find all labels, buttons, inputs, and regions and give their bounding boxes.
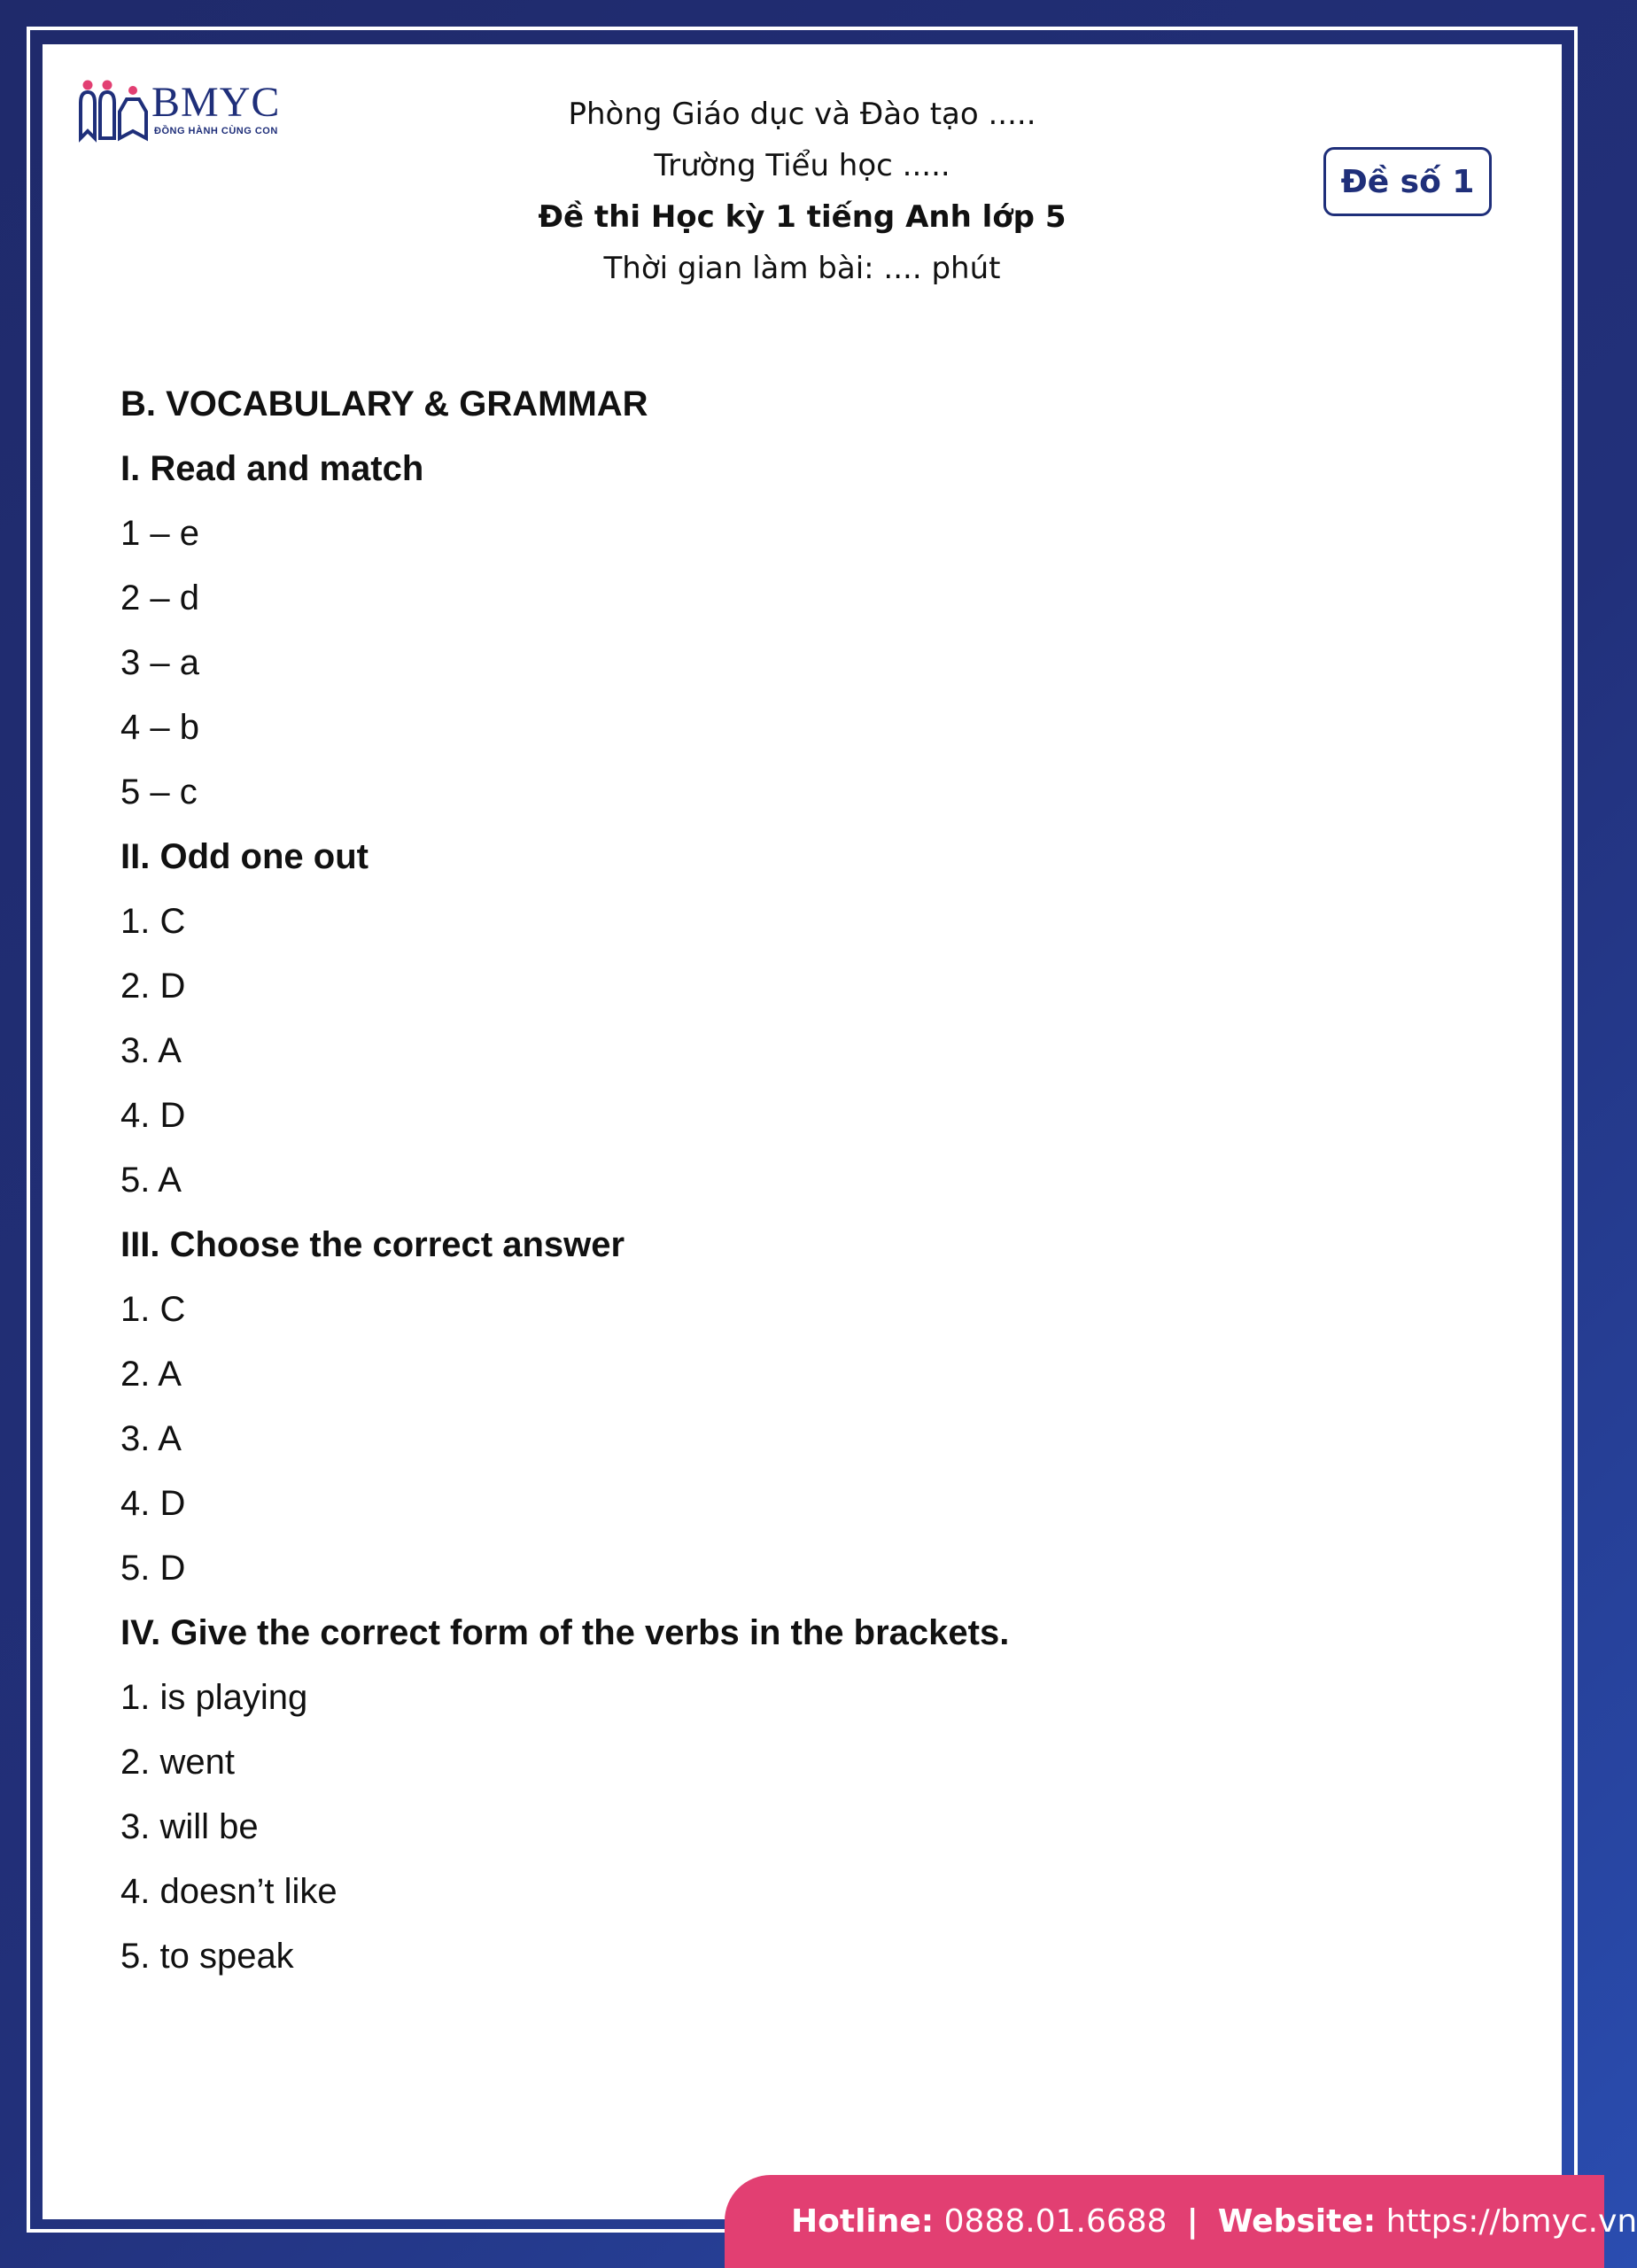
footer-separator: | <box>1186 2203 1199 2240</box>
answer-item: 2 – d <box>120 579 199 617</box>
answer-item: 1. C <box>120 1290 186 1329</box>
section-title: B. VOCABULARY & GRAMMAR <box>120 384 648 423</box>
exam-title: Đề thi Học kỳ 1 tiếng Anh lớp 5 <box>538 199 1067 235</box>
hotline-number[interactable]: 0888.01.6688 <box>943 2203 1168 2240</box>
document-page <box>43 44 1562 2219</box>
time-line: Thời gian làm bài: .... phút <box>603 251 1001 286</box>
hotline-label: Hotline: <box>791 2203 935 2240</box>
answer-item: 5. D <box>120 1549 186 1588</box>
answer-item: 5 – c <box>120 773 198 812</box>
department-line: Phòng Giáo dục và Đào tạo ..... <box>568 97 1036 132</box>
answer-item: 1. is playing <box>120 1678 308 1717</box>
answer-item: 4 – b <box>120 708 199 747</box>
answer-item: 5. A <box>120 1161 182 1200</box>
answer-item: 3. A <box>120 1419 182 1458</box>
website-label: Website: <box>1217 2203 1377 2240</box>
logo-tagline: ĐỒNG HÀNH CÙNG CON <box>154 126 278 136</box>
part-heading: I. Read and match <box>120 449 424 488</box>
answer-item: 1. C <box>120 902 186 941</box>
part-heading: III. Choose the correct answer <box>120 1225 625 1264</box>
website-link[interactable]: https://bmyc.vn <box>1385 2203 1637 2240</box>
answer-item: 2. went <box>120 1743 235 1782</box>
answer-item: 1 – e <box>120 514 199 553</box>
contact-footer <box>725 2175 1637 2268</box>
answer-key <box>120 372 1449 1989</box>
answer-item: 4. D <box>120 1484 186 1523</box>
school-line: Trường Tiểu học ..... <box>654 148 950 183</box>
answer-item: 2. D <box>120 967 186 1006</box>
answer-item: 3 – a <box>120 643 199 682</box>
part-heading: IV. Give the correct form of the verbs in the brackets. <box>120 1613 1010 1652</box>
answer-item: 3. will be <box>120 1807 259 1846</box>
answer-item: 3. A <box>120 1031 182 1070</box>
answer-item: 2. A <box>120 1355 182 1394</box>
answer-item: 5. to speak <box>120 1937 294 1976</box>
part-heading: II. Odd one out <box>120 837 369 876</box>
exam-number-badge: Đề số 1 <box>1323 147 1492 216</box>
answer-item: 4. D <box>120 1096 186 1135</box>
logo-wordmark: BMYC <box>151 79 281 126</box>
answer-item: 4. doesn’t like <box>120 1872 337 1911</box>
